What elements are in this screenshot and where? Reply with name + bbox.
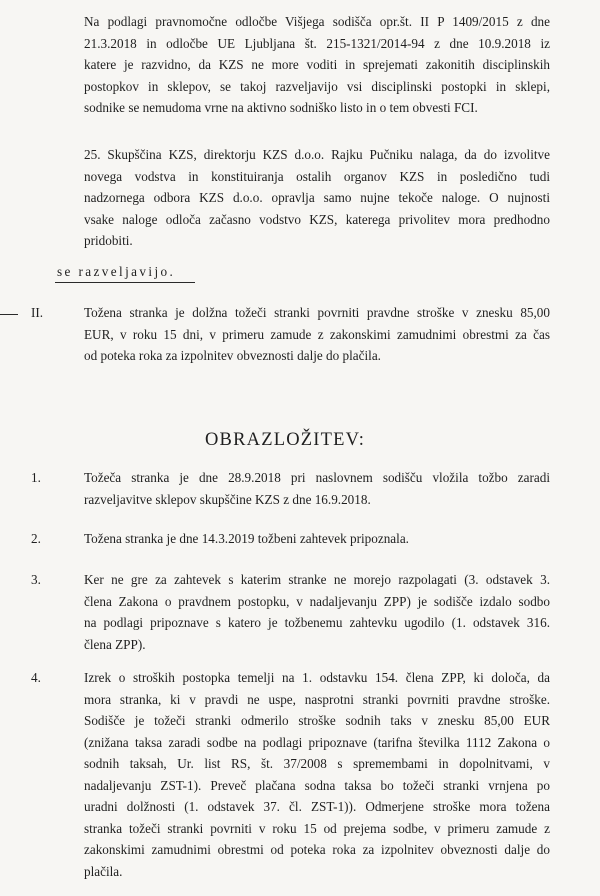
paragraph-line: Tožeča stranka je dne 28.9.2018 pri naslovnem sodišču vložila tožbo zaradi (84, 470, 550, 485)
item-3-text (84, 569, 550, 655)
item-4-text (84, 667, 550, 882)
paragraph-line: Ker ne gre za zahtevek s katerim stranke ne morejo razpolagati (3. odstavek 3. (84, 572, 550, 587)
paragraph-line: zakonskimi zamudnimi obrestmi od poteka roka za izpolnitev obveznosti dalje do (84, 842, 550, 857)
section-heading: OBRAZLOŽITEV: (205, 430, 366, 450)
paragraph-line: plačila. (84, 863, 123, 879)
annulment-text: se razveljavijo. (57, 264, 176, 279)
paragraph-line: 21.3.2018 in odločbe UE Ljubljana št. 215-1321/2014-94 z dne 10.9.2018 iz (84, 35, 550, 51)
item-4-marker: 4. (31, 670, 41, 685)
paragraph-line: mora stranka, ki v pravdi ne uspe, nasprotni stranki povrniti pravdne stroške. (84, 691, 550, 707)
item-2-text (84, 528, 550, 550)
paragraph-line: Sodišče je tožeči stranki odmerilo stroške sodnih taks v znesku 85,00 EUR (84, 713, 550, 728)
paragraph-line: Tožena stranka je dolžna tožeči stranki povrniti pravdne stroške v znesku 85,00 (84, 305, 550, 320)
paragraph-line: sodnike se nemudoma vrne na aktivno sodniško listo in o tem obvesti FCI. (84, 100, 478, 115)
paragraph-line: Tožena stranka je dne 14.3.2019 tožbeni zahtevek pripoznala. (84, 531, 409, 546)
paragraph-line: člena Zakona o pravdnem postopku, v nadaljevanju ZPP) je sodišče izdalo sodbo (84, 593, 550, 609)
paragraph-line: nadzornega odbora KZS d.o.o. opravlja samo nujne tekoče naloge. O nujnosti (84, 190, 550, 205)
paragraph-top (84, 11, 550, 119)
paragraph-line: sodnih taksah, Ur. list RS, št. 37/2008 s spremembami in dopolnitvami, v (84, 756, 550, 771)
paragraph-line: novega vodstva in konstituiranja ostalih organov KZS in posledično tudi (84, 168, 550, 184)
paragraph-line: postopkov in sklepov, se takoj razveljavijo vsi disciplinski postopki in sklepi, (84, 78, 550, 94)
paragraph-line: razveljavitve sklepov skupščine KZS z dne 16.9.2018. (84, 491, 371, 507)
paragraph-line: katere je razvidno, da KZS ne more voditi in sprejemati zakonitih disciplinskih (84, 57, 550, 72)
annulment-underline (55, 282, 195, 283)
paragraph-line: EUR, v roku 15 dni, v primeru zamude z zakonskimi zamudnimi obrestmi za čas (84, 326, 550, 342)
paragraph-line: pridobiti. (84, 233, 133, 248)
section-ii-text (84, 302, 550, 367)
item-2-marker: 2. (31, 531, 41, 546)
item-1-text (84, 467, 550, 510)
section-ii-marker: II. (31, 305, 44, 320)
paragraph-line: stranka tožeči stranki povrniti v roku 15 od prejema sodbe, v primeru zamude z (84, 820, 550, 836)
margin-rule (0, 314, 18, 315)
paragraph-line: nadaljevanju ZST-1). Preveč plačana sodna taksa bo tožeči stranki vrnjena po (84, 777, 550, 793)
paragraph-line: Izrek o stroških postopka temelji na 1. odstavku 154. člena ZPP, ki določa, da (84, 670, 550, 685)
item-1-marker: 1. (31, 470, 41, 485)
paragraph-line: člena ZPP). (84, 636, 146, 652)
item-3-marker: 3. (31, 572, 41, 587)
paragraph-line: vsake naloge odloča začasno vodstvo KZS, katerega privolitev mora predhodno (84, 211, 550, 227)
paragraph-line: (znižana taksa zaradi sodbe na podlagi pripoznave (tarifna številka 1112 Zakona o (84, 734, 550, 750)
paragraph-25 (84, 144, 550, 252)
paragraph-line: 25. Skupščina KZS, direktorju KZS d.o.o. Rajku Pučniku nalaga, da do izvolitve (84, 147, 550, 162)
paragraph-line: Na podlagi pravnomočne odločbe Višjega sodišča opr.št. II P 1409/2015 z dne (84, 14, 550, 29)
paragraph-line: uradni dolžnosti (1. odstavek 37. čl. ZST-1)). Odmerjene stroške mora tožena (84, 799, 550, 814)
paragraph-line: na podlagi pripoznave s katero je tožbenemu zahtevku ugodilo (1. odstavek 316. (84, 615, 550, 630)
paragraph-line: od poteka roka za izpolnitev obveznosti dalje do plačila. (84, 348, 381, 363)
